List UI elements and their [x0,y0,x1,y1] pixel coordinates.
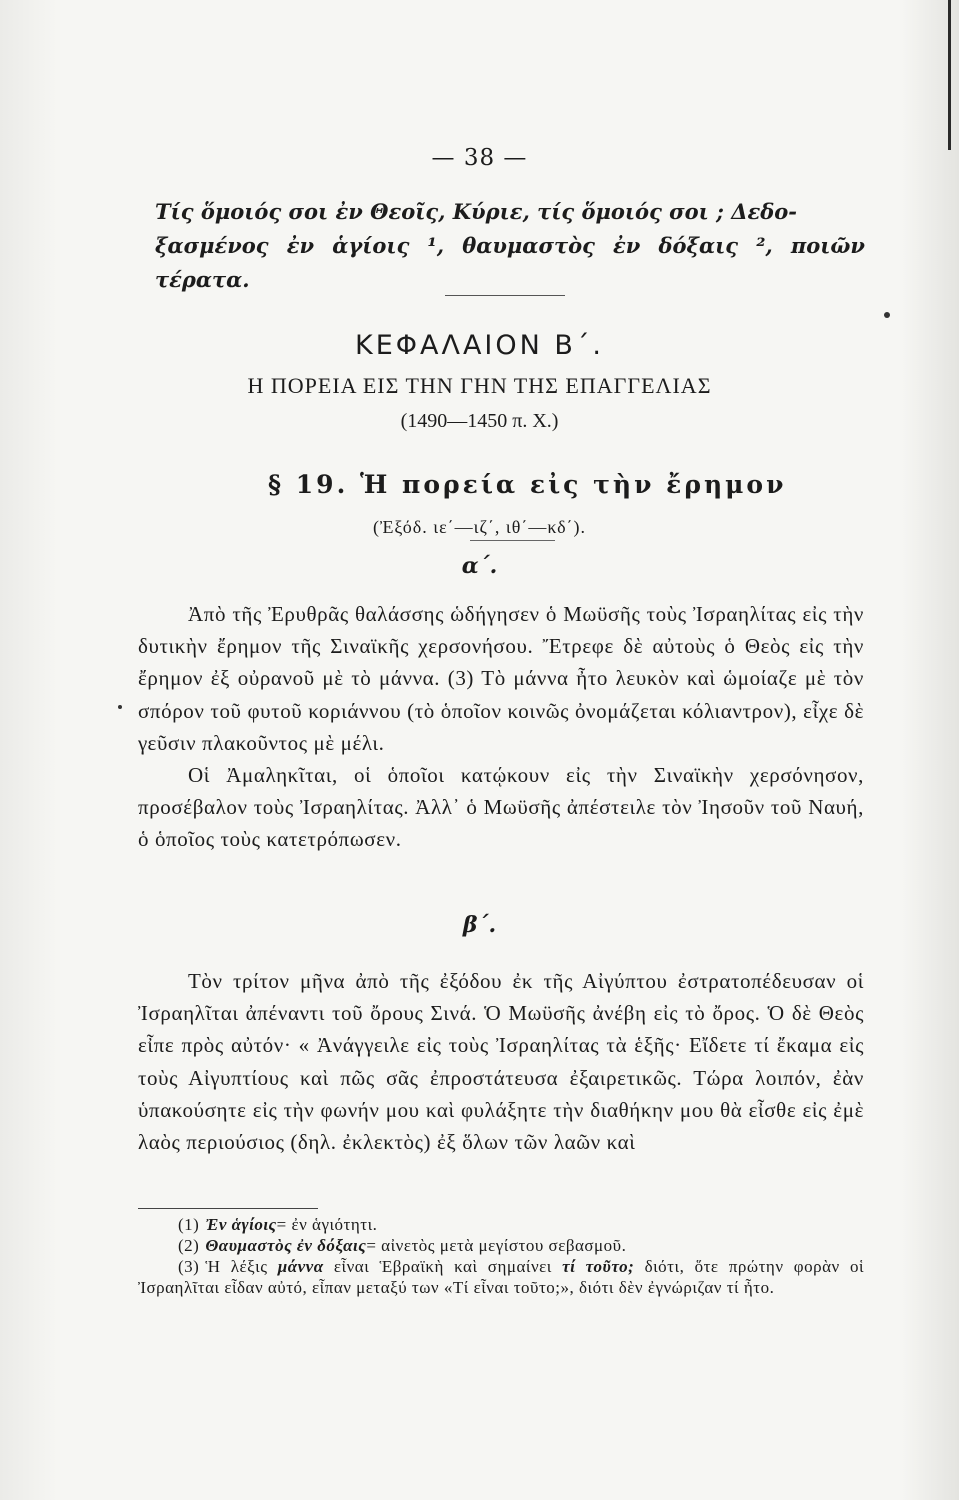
paragraph: Οἱ Ἀμαληκῖται, οἱ ὁποῖοι κατῴκουν εἰς τὴν Σιναϊκὴν χερσόνησον, προσέβαλον τοὺς Ἰσραηλίτας. Ἀλλ᾽ ὁ Μωϋσῆς ἀπέστειλε τὸν Ἰησοῦν τοῦ Ναυή, ὁ ὁποῖος τοὺς κατετρόπωσεν. [138,763,864,852]
footnote-term: μάννα [277,1257,324,1276]
hymn-line-2: ξασμένος ἐν ἁγίοις ¹, θαυμαστὸς ἐν δόξαις ², ποιῶν τέρατα. [155,233,865,292]
section-title: § 19. Ἡ πορεία εἰς τὴν ἔρημον [268,470,787,499]
footnote-term: Θαυμαστὸς ἐν δόξαις [205,1236,367,1255]
footnotes [138,1214,864,1298]
part-b-marker: β΄. [462,912,497,938]
ink-spot [118,705,122,709]
paragraph: Τὸν τρίτον μῆνα ἀπὸ τῆς ἐξόδου ἐκ τῆς Αἰγύπτου ἐστρατοπέδευσαν οἱ Ἰσραηλῖται ἀπέναντι τοῦ ὄρους Σινά. Ὁ Μωϋσῆς ἀνέβη εἰς τὸ ὄρος. Ὁ δὲ Θεὸς εἶπε πρὸς αὐτόν· « Ἀνάγγειλε εἰς τοὺς Ἰσραηλίτας τὰ ἑξῆς· Εἴδετε τί ἔκαμα εἰς τοὺς Αἰγυπτίους καὶ πῶς σᾶς ἐπροστάτευσα ἐξαιρετικῶς. Τώρα λοιπόν, ἐὰν ὑπακούσητε εἰς τὴν φωνήν μου καὶ φυλάξητε τὴν διαθήκην μου θὰ εἶσθε εἰς ἐμὲ λαὸς περιούσιος (δηλ. ἐκλεκτὸς) ἐξ ὅλων τῶν λαῶν καὶ [138,969,864,1155]
footnote-text: = αἰνετὸς μετὰ μεγίστου σεβασμοῦ. [366,1236,627,1255]
footnote-number: (3) [178,1257,200,1276]
section-reference: (Ἐξόδ. ιε΄—ιζ΄, ιθ΄—κδ΄). [372,517,587,537]
paragraph: Ἀπὸ τῆς Ἐρυθρᾶς θαλάσσης ὡδήγησεν ὁ Μωϋσῆς τοὺς Ἰσραηλίτας εἰς τὴν δυτικὴν ἔρημον τῆς Σιναϊκῆς χερσονήσου. Ἔτρεφε δὲ αὐτοὺς ὁ Θεὸς εἰς τὴν ἔρημον ἐξ οὐρανοῦ μὲ τὸ μάννα. (3) Τὸ μάννα ἦτο λευκὸν καὶ ὡμοίαζε μὲ τὸν σπόρον τοῦ φυτοῦ κοριάννου (τὸ ὁποῖον κοινῶς ὀνομάζεται κόλιαντρον), εἶχε δὲ γεῦσιν πλακοῦντος μὲ μέλι. [138,602,864,755]
footnote-divider [138,1208,318,1209]
footnote-3 [138,1256,864,1298]
footnote-2 [138,1235,864,1256]
footnote-term: Ἐν ἁγίοις [205,1215,277,1234]
page-edge-mark [948,0,951,150]
section-divider [470,540,555,541]
chapter-dates: (1490—1450 π. Χ.) [400,410,559,432]
footnote-text: εἶναι Ἑβραϊκὴ καὶ σημαίνει [333,1257,552,1276]
part-a-text [138,598,864,856]
footnote-1 [138,1214,864,1235]
footnote-text: = ἐν ἁγιότητι. [276,1215,378,1234]
page-number: — 38 — [431,145,528,171]
ink-spot [884,312,890,318]
divider-rule [445,295,565,296]
hymn-epigraph [155,195,865,297]
chapter-subtitle: Η ΠΟΡΕΙΑ ΕΙΣ ΤΗΝ ΓΗΝ ΤΗΣ ΕΠΑΓΓΕΛΙΑΣ [247,373,712,398]
footnote-text: διότι, ὅτε πρώτην φορὰν οἱ Ἰσραηλῖται εἶδαν αὐτό, εἶπαν μεταξύ των «Τί εἶναι τοῦτο;», διότι δὲν ἐγνώριζαν τί ἦτο. [138,1257,865,1297]
footnote-number: (1) [178,1215,200,1234]
hymn-line-1: Τίς ὅμοιός σοι ἐν Θεοῖς, Κύριε, τίς ὅμοιός σοι ; Δεδο- [155,199,797,224]
part-b-text [138,965,864,1158]
footnote-number: (2) [178,1236,200,1255]
footnote-term: τί τοῦτο; [562,1257,635,1276]
part-a-marker: α΄. [461,553,498,579]
chapter-title: ΚΕΦΑΛΑΙΟΝ Β΄. [354,330,605,361]
footnote-text: Ἡ λέξις [205,1257,268,1276]
